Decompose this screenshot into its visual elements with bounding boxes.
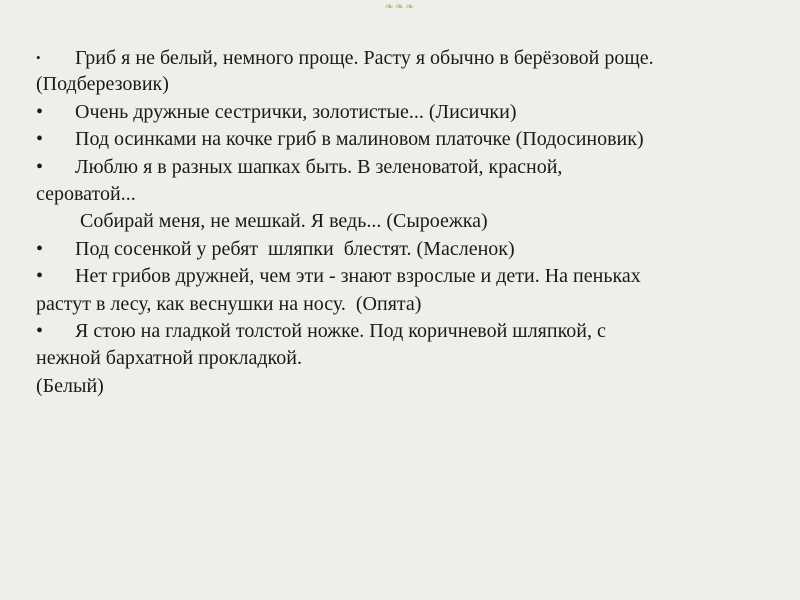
bullet-icon: • bbox=[36, 265, 44, 288]
riddle-line: • Гриб я не белый, немного проще. Расту я обычно в берёзовой роще. bbox=[36, 44, 776, 71]
riddle-line: (Подберезовик) bbox=[36, 73, 169, 96]
riddle-line: • Очень дружные сестрички, золотистые... (Лисички) bbox=[36, 99, 776, 126]
bullet-icon: • bbox=[36, 237, 44, 260]
bullet-icon: • bbox=[36, 155, 44, 178]
bullet-icon: • bbox=[36, 128, 44, 151]
riddles-text bbox=[36, 44, 776, 400]
riddle-line: • Я стою на гладкой толстой ножке. Под коричневой шляпкой, с bbox=[36, 318, 776, 345]
bullet-icon: • bbox=[36, 319, 44, 342]
bullet-icon: • bbox=[36, 50, 41, 65]
riddle-line: • Люблю я в разных шапках быть. В зеленоватой, красной, bbox=[36, 154, 776, 181]
riddle-line: (Белый) bbox=[36, 374, 104, 397]
riddle-line: растут в лесу, как веснушки на носу. (Опята) bbox=[36, 292, 422, 315]
bullet-icon: • bbox=[36, 100, 44, 123]
riddle-line: • Под сосенкой у ребят шляпки блестят. (Масленок) bbox=[36, 236, 776, 263]
riddle-line: • Нет грибов дружней, чем эти - знают взрослые и дети. На пеньках bbox=[36, 263, 776, 290]
decorative-ornament: ❧❧❧ bbox=[384, 1, 416, 13]
riddle-line: • Под осинками на кочке гриб в малиновом платочке (Подосиновик) bbox=[36, 126, 776, 153]
riddle-line: Собирай меня, не мешкай. Я ведь... (Сыроежка) bbox=[80, 210, 488, 233]
riddle-line: нежной бархатной прокладкой. bbox=[36, 347, 302, 370]
riddle-line: сероватой... bbox=[36, 182, 136, 205]
